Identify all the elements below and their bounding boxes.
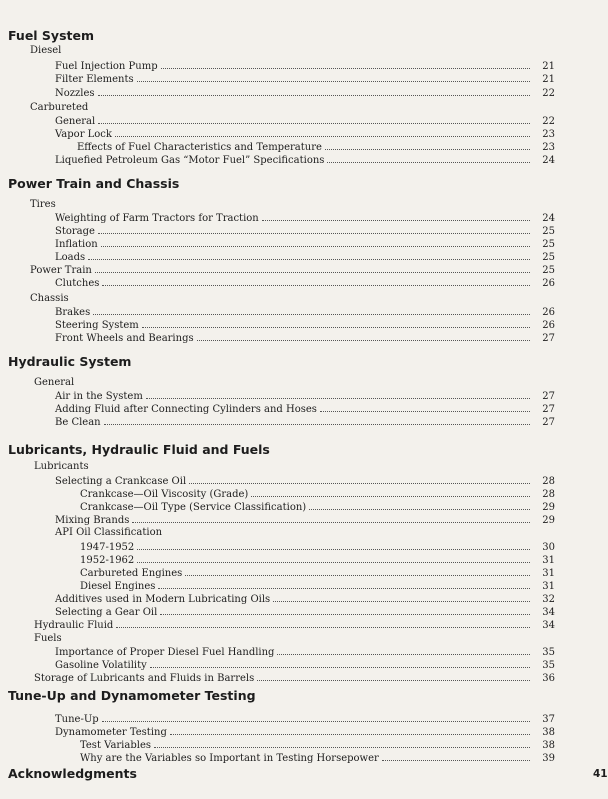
dot-leader: [101, 237, 530, 247]
entry-page-number: 27: [542, 404, 555, 415]
entry-label: Loads: [55, 252, 86, 263]
toc-entry-dynamometer-testing: [55, 725, 555, 738]
dot-leader: [132, 513, 530, 523]
toc-entry-front-wheels-and-bearings: [55, 331, 555, 344]
subsection-label-carbureted: Carbureted: [30, 102, 89, 113]
entry-label: Power Train: [30, 265, 92, 276]
toc-entry-1952-1962: [80, 553, 555, 566]
toc-entry-gasoline-volatility: [55, 658, 555, 671]
entry-page-number: 27: [542, 391, 555, 402]
entry-page-number: 31: [542, 568, 555, 579]
entry-label: Air in the System: [55, 391, 143, 402]
toc-entry-adding-fluid-after-connecting-cylinders-and-hoses: [55, 402, 555, 415]
entry-label: Gasoline Volatility: [55, 660, 147, 671]
dot-leader: [137, 553, 530, 563]
dot-leader: [150, 658, 530, 668]
entry-label: Nozzles: [55, 88, 95, 99]
entry-page-number: 25: [542, 226, 555, 237]
entry-page-number: 35: [542, 660, 555, 671]
dot-leader: [382, 751, 530, 761]
entry-label: Mixing Brands: [55, 515, 130, 526]
dot-leader: [98, 224, 530, 234]
dot-leader: [197, 331, 530, 341]
entry-label: Carbureted Engines: [80, 568, 183, 579]
entry-label: 1952-1962: [80, 555, 135, 566]
toc-entry-power-train: [30, 263, 555, 276]
toc-entry-steering-system: [55, 318, 555, 331]
entry-label: Storage: [55, 226, 95, 237]
entry-page-number: 23: [542, 142, 555, 153]
dot-leader: [98, 114, 530, 124]
entry-label: Importance of Proper Diesel Fuel Handling: [55, 647, 275, 658]
subsection-label-chassis: Chassis: [30, 293, 69, 304]
entry-page-number: 24: [542, 213, 555, 224]
entry-label: Crankcase—Oil Type (Service Classification): [80, 502, 307, 513]
entry-label: Effects of Fuel Characteristics and Temperature: [77, 142, 322, 153]
toc-entry-test-variables: [80, 738, 555, 751]
subsection-label-general: General: [34, 377, 75, 388]
entry-label: Tune-Up: [55, 714, 99, 725]
toc-entry-loads: [55, 250, 555, 263]
section-title: Acknowledgments: [8, 766, 137, 781]
entry-label: Selecting a Gear Oil: [55, 607, 158, 618]
toc-entry-brakes: [55, 305, 555, 318]
entry-page-number: 22: [542, 88, 555, 99]
entry-page-number: 26: [542, 307, 555, 318]
toc-entry-effects-of-fuel-characteristics-and-temperature: [77, 140, 555, 153]
subsection-label-api-oil-classification: API Oil Classification: [55, 527, 163, 538]
entry-page-number: 38: [542, 727, 555, 738]
entry-page-number: 39: [542, 753, 555, 764]
dot-leader: [170, 725, 530, 735]
entry-label: Additives used in Modern Lubricating Oils: [55, 594, 271, 605]
entry-page-number: 24: [542, 155, 555, 166]
dot-leader: [137, 540, 530, 550]
entry-page-number: 27: [542, 417, 555, 428]
entry-page-number: 34: [542, 620, 555, 631]
entry-label: Fuel Injection Pump: [55, 61, 158, 72]
entry-label: Filter Elements: [55, 74, 134, 85]
toc-entry-crankcase-oil-viscosity-grade: [80, 487, 555, 500]
entry-page-number: 26: [542, 278, 555, 289]
dot-leader: [158, 579, 530, 589]
dot-leader: [325, 140, 530, 150]
toc-entry-additives-used-in-modern-lubricating-oils: [55, 592, 555, 605]
entry-page-number: 25: [542, 239, 555, 250]
entry-page-number: 34: [542, 607, 555, 618]
toc-entry-filter-elements: [55, 72, 555, 85]
toc-entry-storage: [55, 224, 555, 237]
entry-label: Test Variables: [80, 740, 151, 751]
dot-leader: [262, 211, 530, 221]
toc-entry-diesel-engines: [80, 579, 555, 592]
toc-entry-fuel-injection-pump: [55, 59, 555, 72]
section-title: Tune-Up and Dynamometer Testing: [8, 688, 256, 703]
dot-leader: [142, 318, 530, 328]
dot-leader: [95, 263, 530, 273]
section-heading-hydraulic-system: [8, 354, 131, 370]
entry-page-number: 21: [542, 61, 555, 72]
entry-page-number: 26: [542, 320, 555, 331]
entry-page-number: 25: [542, 252, 555, 263]
dot-leader: [161, 59, 530, 69]
dot-leader: [102, 276, 530, 286]
entry-page-number: 37: [542, 714, 555, 725]
entry-page-number: 31: [542, 581, 555, 592]
entry-label: Vapor Lock: [55, 129, 112, 140]
section-title: Hydraulic System: [8, 354, 132, 369]
section-heading-power-train-and-chassis: [8, 176, 179, 192]
dot-leader: [104, 415, 530, 425]
toc-entry-inflation: [55, 237, 555, 250]
dot-leader: [185, 566, 530, 576]
section-title: Power Train and Chassis: [8, 176, 180, 191]
dot-leader: [102, 712, 530, 722]
entry-label: Hydraulic Fluid: [34, 620, 114, 631]
entry-page-number: 22: [542, 116, 555, 127]
dot-leader: [327, 153, 530, 163]
subsection-label-lubricants: Lubricants: [34, 461, 89, 472]
entry-label: Weighting of Farm Tractors for Traction: [55, 213, 259, 224]
dot-leader: [98, 86, 530, 96]
entry-label: Why are the Variables so Important in Testing Horsepower: [80, 753, 379, 764]
dot-leader: [137, 72, 530, 82]
dot-leader: [309, 500, 530, 510]
toc-entry-vapor-lock: [55, 127, 555, 140]
entry-page-number: 28: [542, 489, 555, 500]
dot-leader: [88, 250, 530, 260]
toc-entry-1947-1952: [80, 540, 555, 553]
entry-page-number: 27: [542, 333, 555, 344]
entry-label: Steering System: [55, 320, 139, 331]
entry-label: Diesel Engines: [80, 581, 156, 592]
section-heading-lubricants-hydraulic-fluid-and-fuels: [8, 442, 270, 458]
toc-entry-clutches: [55, 276, 555, 289]
entry-page-number: 31: [542, 555, 555, 566]
subsection-label-fuels: Fuels: [34, 633, 62, 644]
dot-leader: [257, 671, 530, 681]
entry-page-number: 36: [542, 673, 555, 684]
toc-entry-liquefied-petroleum-gas-motor-fuel-specifications: [55, 153, 555, 166]
dot-leader: [160, 605, 530, 615]
dot-leader: [116, 618, 530, 628]
entry-label: Brakes: [55, 307, 91, 318]
entry-page-number: 23: [542, 129, 555, 140]
subsection-label-diesel: Diesel: [30, 45, 62, 56]
entry-page-number: 28: [542, 476, 555, 487]
entry-page-number: 29: [542, 515, 555, 526]
entry-page-number: 29: [542, 502, 555, 513]
toc-entry-storage-of-lubricants-and-fluids-in-barrels: [34, 671, 555, 684]
dot-leader: [146, 389, 530, 399]
subsection-label-tires: Tires: [30, 199, 56, 210]
toc-entry-hydraulic-fluid: [34, 618, 555, 631]
section-heading-acknowledgments: Acknowledgments 41: [8, 766, 608, 781]
entry-label: Selecting a Crankcase Oil: [55, 476, 187, 487]
entry-page-number: 21: [542, 74, 555, 85]
section-heading-tune-up-and-dynamometer-testing: [8, 688, 256, 704]
entry-label: Storage of Lubricants and Fluids in Barrels: [34, 673, 255, 684]
entry-label: Front Wheels and Bearings: [55, 333, 194, 344]
section-heading-fuel-system: [8, 28, 94, 44]
dot-leader: [189, 474, 530, 484]
toc-entry-carbureted-engines: [80, 566, 555, 579]
entry-page-number: 38: [542, 740, 555, 751]
toc-entry-selecting-a-gear-oil: [55, 605, 555, 618]
toc-entry-air-in-the-system: [55, 389, 555, 402]
entry-label: Be Clean: [55, 417, 101, 428]
entry-label: Adding Fluid after Connecting Cylinders and Hoses: [55, 404, 317, 415]
toc-entry-importance-of-proper-diesel-fuel-handling: [55, 645, 555, 658]
dot-leader: [251, 487, 530, 497]
toc-entry-general: [55, 114, 555, 127]
toc-entry-crankcase-oil-type-service-classification: [80, 500, 555, 513]
entry-label: Inflation: [55, 239, 98, 250]
toc-entry-be-clean: [55, 415, 555, 428]
entry-label: Clutches: [55, 278, 100, 289]
entry-page-number: 32: [542, 594, 555, 605]
dot-leader: [277, 645, 530, 655]
entry-label: Liquefied Petroleum Gas “Motor Fuel” Specifications: [55, 155, 325, 166]
entry-page-number: 35: [542, 647, 555, 658]
dot-leader: [320, 402, 530, 412]
entry-label: 1947-1952: [80, 542, 135, 553]
toc-entry-why-are-the-variables-so-important-in-testing-horsepower: [80, 751, 555, 764]
toc-entry-nozzles: [55, 86, 555, 99]
entry-label: General: [55, 116, 96, 127]
dot-leader: [93, 305, 530, 315]
dot-leader: [115, 127, 530, 137]
dot-leader: [273, 592, 530, 602]
dot-leader: [154, 738, 530, 748]
entry-label: Crankcase—Oil Viscosity (Grade): [80, 489, 249, 500]
toc-entry-mixing-brands: [55, 513, 555, 526]
section-title: Lubricants, Hydraulic Fluid and Fuels: [8, 442, 270, 457]
section-title: Fuel System: [8, 28, 94, 43]
toc-entry-weighting-of-farm-tractors-for-traction: [55, 211, 555, 224]
toc-entry-selecting-a-crankcase-oil: [55, 474, 555, 487]
toc-entry-tune-up: [55, 712, 555, 725]
entry-page-number: 25: [542, 265, 555, 276]
entry-page-number: 30: [542, 542, 555, 553]
entry-label: Dynamometer Testing: [55, 727, 167, 738]
